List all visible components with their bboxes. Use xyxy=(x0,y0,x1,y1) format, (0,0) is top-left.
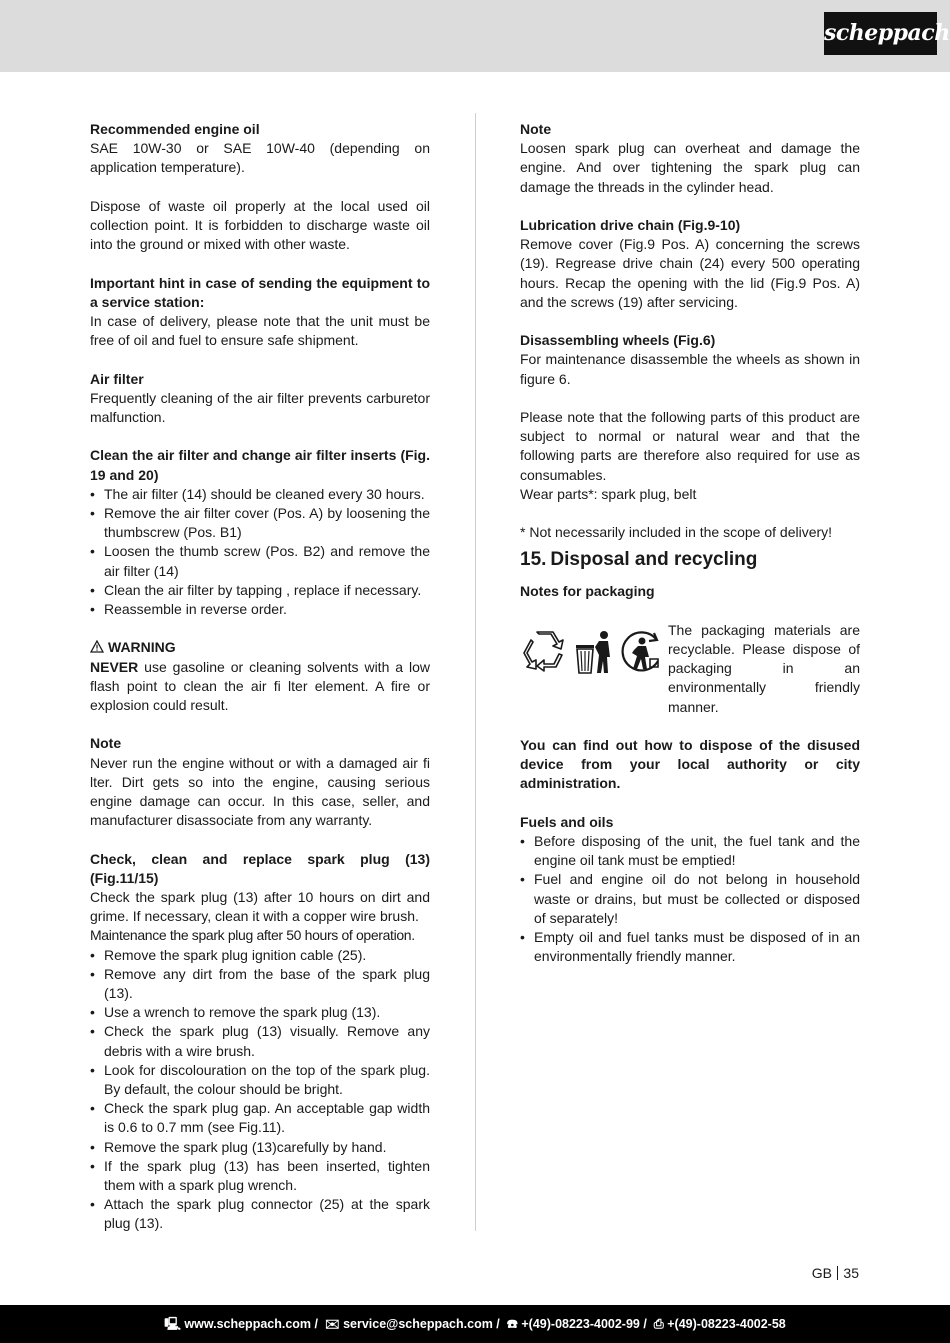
packaging-icons xyxy=(520,621,668,701)
clean-filter-heading: Clean the air filter and change air filter inserts (Fig. 19 and 20) xyxy=(90,447,430,483)
air-filter-text: Frequently cleaning of the air filter prevents carburetor malfunction. xyxy=(90,389,430,425)
fax-number: +(49)-08223-4002-58 xyxy=(667,1317,786,1331)
page-number xyxy=(812,1264,859,1283)
note-heading: Note xyxy=(90,735,122,752)
fuels-list xyxy=(520,832,860,966)
service-hint-text: In case of delivery, please note that the unit must be free of oil and fuel to ensure safe shipment. xyxy=(90,313,430,349)
packaging-heading: Notes for packaging xyxy=(520,583,655,600)
spark-plug-maintenance-text: Maintenance the spark plug after 50 hours of operation. xyxy=(90,927,415,944)
spark-plug-text: Check the spark plug (13) after 10 hours on dirt and grime. If necessary, clean it with a copper wire brush. xyxy=(90,889,430,925)
list-item: • Loosen the thumb screw (Pos. B2) and remove the air filter (14) xyxy=(90,542,430,580)
lubrication-heading: Lubrication drive chain (Fig.9-10) xyxy=(520,217,741,233)
phone-number: +(49)-08223-4002-99 / xyxy=(521,1317,647,1331)
authority-notice: You can find out how to dispose of the disused device from your local authority or city administration. xyxy=(520,737,860,792)
note-text: Never run the engine without or with a damaged air fi lter. Dirt gets so into the engine, causing serious engine damage can occur. In this case, seller, and manufacturer disassociate from any warranty. xyxy=(90,754,430,829)
contact-footer xyxy=(0,1305,950,1343)
lubrication-text: Remove cover (Fig.9 Pos. A) concerning the screws (19). Regrease drive chain (24) every 500 operating hours. Recap the opening with the lid (Fig.9 Pos. A) and the screws (19) after servicing. xyxy=(520,236,860,310)
page-header xyxy=(0,0,950,72)
list-item: • Check the spark plug gap. An acceptable gap width is 0.6 to 0.7 mm (see Fig.11). xyxy=(90,1099,430,1137)
trash-bin-person-icon xyxy=(574,629,614,675)
website-link[interactable]: www.scheppach.com / xyxy=(184,1317,318,1331)
list-item: • Remove any dirt from the base of the spark plug (13). xyxy=(90,965,430,1003)
fax-icon: ⎙ xyxy=(650,1317,668,1331)
air-filter-heading: Air filter xyxy=(90,370,144,387)
dispose-oil-text: Dispose of waste oil properly at the local used oil collection point. It is forbidden to discharge waste oil into the ground or mixed with other waste. xyxy=(90,197,430,253)
fuels-heading: Fuels and oils xyxy=(520,813,614,830)
delivery-footnote: * Not necessarily included in the scope of delivery! xyxy=(520,524,833,541)
left-column xyxy=(90,120,430,1234)
recycle-person-icon xyxy=(618,629,664,675)
wheels-text: For maintenance disassemble the wheels as shown in figure 6. xyxy=(520,351,860,387)
note-text: Loosen spark plug can overheat and damage the engine. And over tightening the spark plug can damage the threads in the cylinder head. xyxy=(520,140,860,195)
list-item: • Attach the spark plug connector (25) at the spark plug (13). xyxy=(90,1195,430,1233)
list-item: • Check the spark plug (13) visually. Remove any debris with a wire brush. xyxy=(90,1022,430,1060)
brand-logo: scheppach xyxy=(824,12,937,55)
packaging-text: The packaging materials are recyclable. Please dispose of packaging in an environmentally friendly manner. xyxy=(668,621,860,715)
column-divider xyxy=(475,113,476,1231)
warning-text xyxy=(90,658,430,716)
list-item: • Clean the air filter by tapping , replace if necessary. xyxy=(90,581,430,600)
warning-heading xyxy=(90,638,430,657)
warning-triangle-icon xyxy=(90,640,104,653)
recycle-icon xyxy=(522,629,568,675)
list-item: • The air filter (14) should be cleaned every 30 hours. xyxy=(90,485,430,504)
page-number-value: 35 xyxy=(843,1265,859,1281)
section-title xyxy=(520,548,860,572)
mail-icon: ✉ xyxy=(321,1317,344,1331)
list-item: • Empty oil and fuel tanks must be disposed of in an environmentally friendly manner. xyxy=(520,928,860,966)
list-item: • Remove the spark plug (13)carefully by hand. xyxy=(90,1138,430,1157)
warning-body: use gasoline or cleaning solvents with a low flash point to clean the air fi lter element. A fire or explosion could result. xyxy=(90,658,430,714)
wear-parts-text: Please note that the following parts of this product are subject to normal or natural wear and that the following parts are therefore also required for use as consumables. xyxy=(520,409,860,483)
note-heading: Note xyxy=(520,121,552,137)
packaging-block xyxy=(520,621,860,717)
list-item: • Before disposing of the unit, the fuel tank and the engine oil tank must be emptied! xyxy=(520,832,860,870)
recommended-oil-text: SAE 10W-30 or SAE 10W-40 (depending on application temperature). xyxy=(90,140,430,176)
list-item: • Reassemble in reverse order. xyxy=(90,600,430,619)
spark-plug-heading: Check, clean and replace spark plug (13) (Fig.11/15) xyxy=(90,850,430,886)
recommended-oil-heading: Recommended engine oil xyxy=(90,121,260,137)
page-separator xyxy=(837,1266,839,1280)
spark-plug-list xyxy=(90,946,430,1234)
service-hint-heading: Important hint in case of sending the equipment to a service station: xyxy=(90,274,430,310)
list-item: • If the spark plug (13) has been inserted, tighten them with a spark plug wrench. xyxy=(90,1157,430,1195)
warning-never: NEVER xyxy=(90,658,139,675)
list-item: • Look for discolouration on the top of the spark plug. By default, the colour should be bright. xyxy=(90,1061,430,1099)
language-code: GB xyxy=(811,1265,832,1281)
list-item: • Remove the spark plug ignition cable (25). xyxy=(90,946,430,965)
warning-label: WARNING xyxy=(108,639,176,656)
clean-filter-list xyxy=(90,485,430,619)
wear-parts-list: Wear parts*: spark plug, belt xyxy=(520,485,697,502)
list-item: • Fuel and engine oil do not belong in household waste or drains, but must be collected or disposed of separately! xyxy=(520,870,860,928)
email-link[interactable]: service@scheppach.com / xyxy=(343,1317,500,1331)
phone-icon: ☎ xyxy=(503,1317,522,1331)
section-title-text: Disposal and recycling xyxy=(550,549,758,571)
wheels-heading: Disassembling wheels (Fig.6) xyxy=(520,332,716,349)
section-number: 15. xyxy=(520,549,547,571)
right-column xyxy=(520,120,860,966)
list-item: • Use a wrench to remove the spark plug (13). xyxy=(90,1003,430,1022)
list-item: • Remove the air filter cover (Pos. A) by loosening the thumbscrew (Pos. B1) xyxy=(90,504,430,542)
computer-icon: 🖳 xyxy=(164,1317,185,1331)
